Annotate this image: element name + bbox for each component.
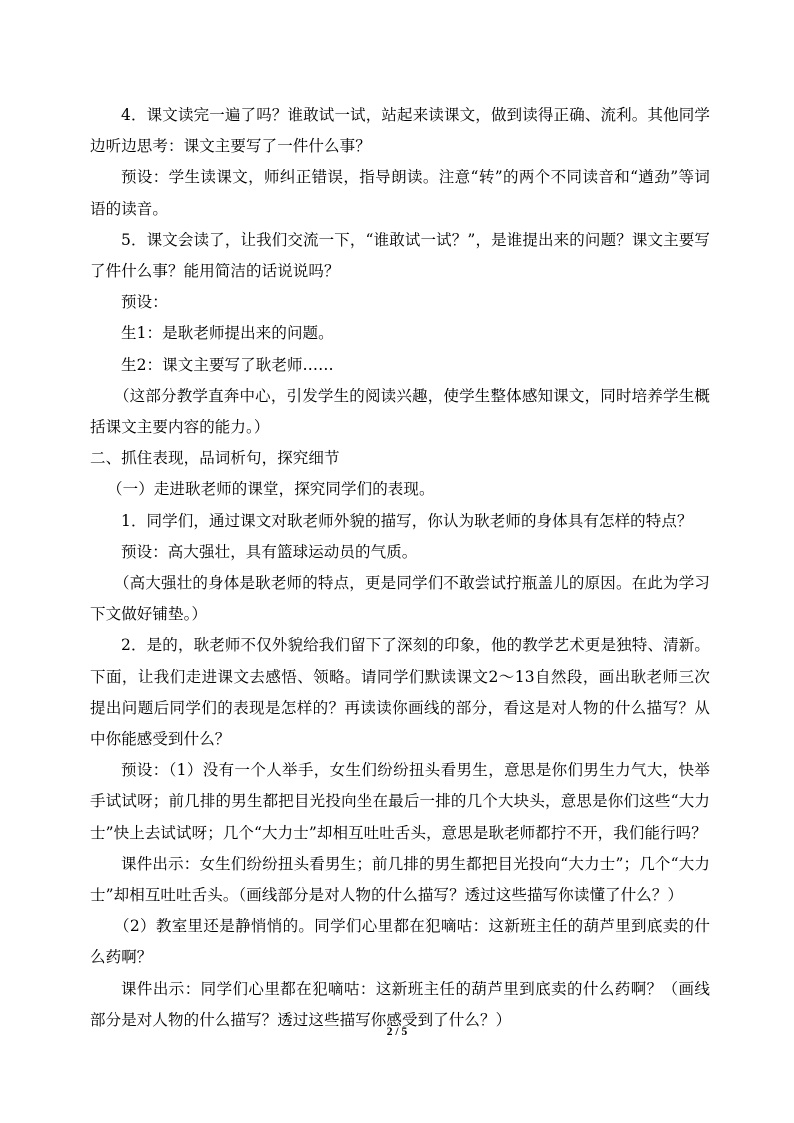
paragraph-question-1: 1．同学们，通过课文对耿老师外貌的描写，你认为耿老师的身体具有怎样的特点？	[121, 511, 693, 530]
paragraph-student-2: 生2：课文主要写了耿老师……	[121, 355, 334, 374]
paragraph-student-1: 生1：是耿老师提出来的问题。	[121, 324, 334, 343]
subsection-heading-1: （一）走进耿老师的课堂，探究同学们的表现。	[107, 480, 435, 499]
paragraph-preset-label: 预设：	[121, 293, 168, 312]
paragraph-question-2: 2．是的，耿老师不仅外貌给我们留下了深刻的印象，他的教学艺术更是独特、清新。下面，让我们走进课文去感悟、领略。请同学们默读课文2～13自然段，画出耿老师三次提出问题后同学们的表现是怎样的？再读读你画线的部分，看这是对人物的什么描写？从中你能感受到什么？	[90, 636, 710, 749]
section-heading-2: 二、抓住表现，品词析句，探究细节	[90, 449, 340, 468]
paragraph-note-2: （高大强壮的身体是耿老师的特点，更是同学们不敢尝试拧瓶盖儿的原因。在此为学习下文做好铺垫。）	[90, 574, 710, 624]
paragraph-question-4: 4．课文读完一遍了吗？谁敢试一试，站起来读课文，做到读得正确、流利。其他同学边听边思考：课文主要写了一件什么事？	[90, 106, 710, 156]
paragraph-preset-reading: 预设：学生读课文，师纠正错误，指导朗读。注意“转”的两个不同读音和“遒劲”等词语的读音。	[90, 168, 710, 218]
paragraph-preset-appearance: 预设：高大强壮，具有篮球运动员的气质。	[121, 542, 418, 561]
paragraph-slide-1: 课件出示：女生们纷纷扭头看男生；前几排的男生都把目光投向“大力士”；几个“大力士”却相互吐吐舌头。（画线部分是对人物的什么描写？透过这些描写你读懂了什么？）	[90, 854, 710, 905]
document-body	[90, 100, 710, 1036]
paragraph-preset-2: （2）教室里还是静悄悄的。同学们心里都在犯嘀咕：这新班主任的葫芦里到底卖的什么药啊？	[90, 917, 710, 967]
paragraph-slide-2: 课件出示：同学们心里都在犯嘀咕：这新班主任的葫芦里到底卖的什么药啊？（画线部分是对人物的什么描写？透过这些描写你感受到了什么？）	[90, 979, 710, 1029]
paragraph-preset-behaviour: 预设：（1）没有一个人举手，女生们纷纷扭头看男生，意思是你们男生力气大，快举手试试呀；前几排的男生都把目光投向坐在最后一排的几个大块头，意思是你们这些“大力士”快上去试试呀；几个“大力士”却相互吐吐舌头，意思是耿老师都拧不开，我们能行吗？	[90, 761, 710, 842]
paragraph-question-5: 5．课文会读了，让我们交流一下，“谁敢试一试？”，是谁提出来的问题？课文主要写了件什么事？能用简洁的话说说吗？	[90, 230, 710, 281]
page-number: 2 / 5	[386, 1026, 408, 1038]
paragraph-note-1: （这部分教学直奔中心，引发学生的阅读兴趣，使学生整体感知课文，同时培养学生概括课文主要内容的能力。）	[90, 386, 710, 437]
